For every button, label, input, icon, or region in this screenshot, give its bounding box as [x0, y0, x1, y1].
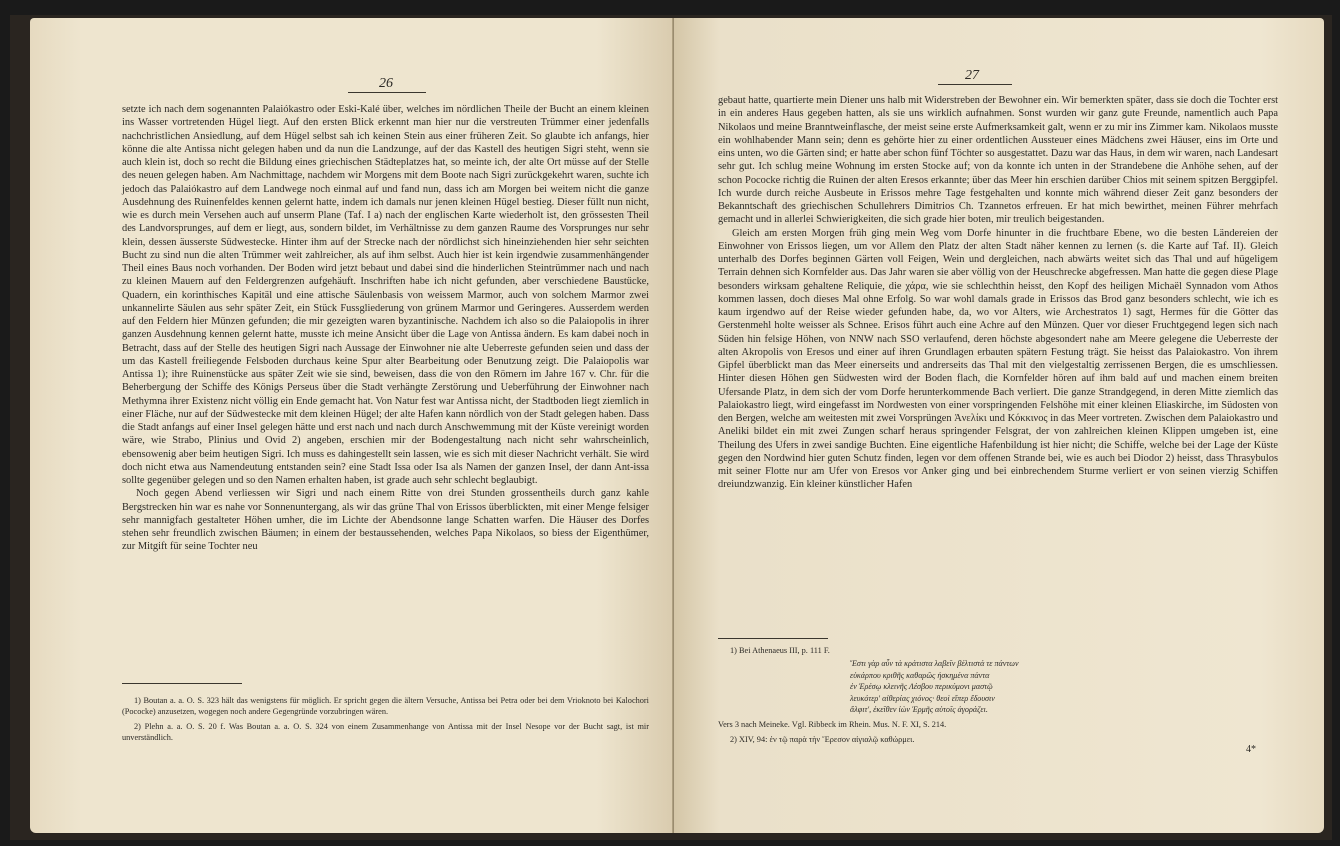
greek-verse-line: λευκότερ' αἰθερίας χιόνος· θεοὶ εἴπερ ἔδουσιν [850, 693, 995, 703]
right-paragraph-2: Gleich am ersten Morgen früh ging mein Weg vom Dorfe hinunter in die fruchtbare Ebene, wo die besten Ländereien der Einwohner von Erissos liegen, um vor Allem den Platz der alten Stadt näher kennen zu lernen (s. die Karte auf Taf. II). Gleich unterhalb des Dorfes beginnen Gärten voll Feigen, Wein und dergleichen, nach abwärts weitet sich das Thal und auf hügeligem Terrain dehnen sich Kornfelder aus. Das Jahr waren sie aber völlig von der Heuschrecke abgefressen. Man hatte die gegen diese Plage besonders wirksam gehaltene Reliquie, die χάρα, wie sie schlechthin heisst, den Kopf des heiligen Michaël Synnadon vom Athos kommen lassen, doch dieses Mal ohne Erfolg. So war wohl damals grade in Erissos das Brod ganz besonders schlecht, wie ich es kaum irgendwo auf der Reise wieder gefunden habe, da, wo vor Alters, wie Archestratos 1) sagt, Hermes für die Götter das Gerstenmehl holte weisser als Schnee. Erisos führt auch eine Achre auf den Münzen. Quer vor dieser Fruchtgegend legen sich nach Süden hin felsige Höhen, von NNW nach SSO verlaufend, deren höchste abgesondert nahe am Meere gelegene die Ueberreste der alten Akropolis von Eresos und einer auf ihren Grundlagen erbauten spätern Festung trägt. Sie heisst das Palaiokastro. Von ihrem Gipfel überblickt man das Meer einerseits und andrerseits das Thal mit den vielgestaltig zerrissenen Bergen, die es umschliessen. Hinter diesen Höhen gen Südwesten wird der Boden flach, die Kornfelder hören auf ihm bald auf und machen einem breiten Ufersande Platz, in dem sich der vom Dorfe herunterkommende Bach verliert. Die ganze Strandgegend, in deren Mitte ziemlich das Palaiokastro liegt, wird eingefasst im Nordwesten von einer vorspringenden Felshöhe mit einer kleinen Eliaskirche, im Südosten von den Bergen, welche am weitesten mit zwei Vorsprüngen Ἀνελίκι und Κόκκινος in das Meer vortreten. Zwischen dem Palaiokastro und Aneliki bildet ein mit zwei Zungen scharf heraus springender Felsgrat, der von zahlreichen kleinen Klippen umgeben ist, eine Theilung des Ufers in zwei sandige Buchten. Eine eigentliche Hafenbildung ist hier nicht; die Schiffe, welche bei der Lage der Küste gegen den Nordwind hier guten Schutz finden, legen vor dem offenen Strande bei, wie es auch bei Diodor 2) heisst, dass Thrasybulos mit seiner Flotte nur am Ufer von Eresos vor Anker ging und bei einbrechendem Sturme verliert er von seinen vierzig Schiffen dreiundzwanzig. Ein kleiner künstlicher Hafen [718, 227, 1278, 491]
right-paragraph-1: gebaut hatte, quartierte mein Diener uns halb mit Widerstreben der Bewohner ein. Wir bemerkten später, dass sie doch die Tochter erst in ein anderes Haus gegeben hatten, als sie uns wirklich aufnahmen. Sonst wurden wir ganz gute Freunde, namentlich auch Papa Nikolaos und meine Branntweinflasche, der meist seine erste Aufmerksamkeit galt, wenn er zu mir ins Zimmer kam. Nikolaos musste ein wohlhabender Mann sein; denn es gehörte hier zu einer ordentlichen Aussteuer eines Mädchens zwei Häuser, eins im Orte und eins unten, wo die Gärten sind; er hatte aber schon fünf Töchter so ausgestattet. Dazu war das Haus, in dem wir waren, nach Landesart sehr gut. Ich schlug meine Wohnung im ersten Stocke auf; von da konnte ich unten in der Strandebene die Anhöhe sehen, auf der schon Pococke richtig die Ruinen der alten Eresos erkannte; über das Meer hin erschien darüber Chios mit seinem spitzen Berggipfel. Ich wurde durch reiche Ausbeute in Erissos mehre Tage festgehalten und konnte mich während dieser Zeit ganz besonders der Bekanntschaft des griechischen Schullehrers Dimitrios Ch. Tzannetos erfreuen. Er hat mich bewirthet, meinen Führer mehrfach gemacht und in allerlei Schwierigkeiten, die sich grade hier boten, mir treulich beigestanden. [718, 95, 1278, 226]
left-paragraph-2: Noch gegen Abend verliessen wir Sigri und nach einem Ritte von drei Stunden grossentheils durch ganz kahle Bergstrecken hin war es nahe vor Sonnenuntergang, als wir das grüne Thal von Erissos überblickten, mit einer Menge felsiger sehr mannigfach gestalteter Höhen umher, die im Lichte der Abendsonne lange Schatten warfen. Die Häuser des Dorfes stehen sehr freundlich zwischen Bäumen; in einem der bestaussehenden, welches Papa Nikolaos, so biess der Eigenthümer, zur Mitgift für seine Tochter neu [122, 488, 649, 553]
left-footnote-1: 1) Boutan a. a. O. S. 323 hält das wenigstens für möglich. Er spricht gegen die ältern Versuche, Antissa bei Petra oder bei dem Vrioknoto bei Kalochori (Pococke) anzusetzen, wogegen noch andere Gegengründe vorzubringen wären. [122, 696, 649, 716]
footnote-rule-right [718, 638, 828, 639]
left-page [30, 18, 674, 833]
right-page [674, 18, 1324, 833]
open-book [10, 15, 1332, 840]
left-footnotes [122, 695, 649, 747]
header-rule-right [938, 84, 1012, 85]
page-number-left: 26 [379, 76, 393, 91]
left-footnote-2: 2) Plehn a. a. O. S. 20 f. Was Boutan a. a. O. S. 324 von einem Zusammenhange von Antissa mit der Insel Nesope vor der Bucht sagt, ist mir unverständlich. [122, 722, 649, 742]
right-body-text [718, 94, 1278, 492]
left-body-text [122, 103, 649, 554]
header-rule-left [348, 92, 426, 93]
signature-mark: 4* [1246, 744, 1256, 755]
greek-verse-line: ἄλφιτ', ἐκεῖθεν ἰὼν Ἑρμῆς αὐτοῖς ἀγοράζει. [850, 705, 988, 714]
greek-verse-line: Ἔστι γὰρ αὖν τὰ κράτιστα λαβεῖν βέλτιστά τε πάντων [850, 659, 1019, 668]
right-footnote-2: 2) XIV, 94: ἐν τῷ παρὰ τὴν Ἔρεσον αἰγιαλῷ καθώρμει. [730, 735, 915, 744]
greek-verse-line: ἐν Ἐρέσῳ κλεινῆς Λέσβου περικύμονι μαστῷ [850, 682, 993, 691]
footnote-rule-left [122, 683, 242, 684]
greek-verse-quote [850, 658, 1270, 716]
right-footnote-1-head: 1) Bei Athenaeus III, p. 111 F. [730, 646, 830, 655]
page-number-right: 27 [965, 68, 979, 83]
greek-verse-line: εὐκάρπου κριθῆς καθαρῶς ἠσκημένα πάντα [850, 670, 990, 680]
right-footnote-1-tail: Vers 3 nach Meineke. Vgl. Ribbeck im Rhein. Mus. N. F. XI, S. 214. [718, 720, 947, 729]
left-paragraph-1: setzte ich nach dem sogenannten Palaiókastro oder Eski-Kalé über, welches im nördlichen Theile der Bucht an einem kleinen ins Wasser vortretenden Hügel liegt. Auf den ersten Blick erkennt man hier nur die verstreuten Trümmer einer jedenfalls nachchristlichen Ansiedlung, auf dem Hügel selbst sah ich keinen Stein aus einer früheren Zeit. So glaubte ich anfangs, hier könne die alte Antissa nicht gelegen haben und da nun die Landzunge, auf der das Kastell des heutigen Sigri steht, wenn sie auch klein ist, doch so recht die Bildung eines griechischen Städteplatzes hat, so meinte ich, der alte Ort müsse auf der Stelle des neuen gelegen haben. Am Nachmittage, nachdem wir Morgens mit dem Boote nach Sigri zurückgekehrt waren, suchte ich jedoch das Palaiókastro auf dem Landwege noch einmal auf und fand nun, dass ich am Morgen bei weitem nicht die ganze Ausdehnung des Ruinenfeldes kennen gelernt hatte, indem ich damals nur jenen kleinen Hügel bestieg. Dieser füllt nun nicht, wie es durch mein Versehen auch auf unserm Plane (Taf. I a) nach der englischen Karte wiederholt ist, den grössesten Theil des Landvorsprunges, auf dem er liegt, aus, sondern bildet, im Verhältnisse zu dem ganzen Raume des Vorsprunges nur sehr klein, dessen äusserste Südwestecke. Hinter ihm auf der Strecke nach der nördlichst sich hineinziehenden hier sehr seichten Bucht zu sind nun die alten Trümmer weit zahlreicher, als auf ihm selbst. Auch hier ist kein irgendwie zusammenhängender Theil eines Baus noch vorhanden. Der Boden wird jetzt bebaut und dabei sind die hinderlichen Steintrümmer nach und nach zu kleinen Mauern auf den Feldergrenzen aufgehäuft. Inschriften habe ich nicht gefunden, aber verschiedene Baustücke, Quadern, ein korinthisches Kapitäl und eine attische Säulenbasis von weissem Marmor, auch von solchem Marmor zwei unkannelirte Säulen aus sehr später Zeit, ein Stück Fussgliederung von grünem Marmor und Geringeres. Ausserdem werden auf den Feldern hier Münzen gefunden; die mir gezeigten waren byzantinische. Nachdem ich also so die Palaiopolis in ihrer ganzen Ausdehnung kennen gelernt hatte, musste ich meine Ansicht über die Lage von Antissa ändern. Es kam dabei noch in Betracht, dass auf der Stelle des heutigen Sigri nach Aussage der Einwohner nie alte Ueberreste gefunden seien und dass der um das Kastell freiliegende Felsboden durchaus keine Spur alter Bearbeitung oder Benutzung zeigt. Die Palaiopolis war Antissa 1); ihre Ruinenstücke aus später Zeit wie sie sind, beweisen, dass die von den Römern im Jahre 167 v. Chr. für die Beherbergung der Schiffe des Königs Perseus über die Stadt verhängte Zerstörung und Ueberführung der Einwohner nach Methymna ihrer Existenz nicht völlig ein Ende gemacht hat. Von Natur fest war Antissa nicht, der Stadtboden liegt ziemlich in einer Fläche, nur auf der Südwestecke mit dem kleinen Hügel; der alte Hafen kann nördlich von der Stadt gelegen haben. Dass die Stadt anfangs auf einer Insel gelegen hätte und erst nach und nach durch Anschwemmung mit der Küste vereinigt worden wäre, wie Strabo, Plinius und Ovid 2) angeben, erschien mir der Bodengestaltung nach nicht sehr wahrscheinlich, ebensowenig aber beim heutigen Sigri. Ich muss es dahingestellt sein lassen, wie es sich mit dieser Nachricht verhält. Sie wird doch nicht etwa aus Namendeutung entstanden sein? eine Stadt Issa oder Isa als Namen der ganzen Insel, der dann Ant-issa sollte gegenüber gelegen und so den Namen erhalten haben, ist grade auch sehr schlecht beglaubigt. [122, 104, 649, 486]
